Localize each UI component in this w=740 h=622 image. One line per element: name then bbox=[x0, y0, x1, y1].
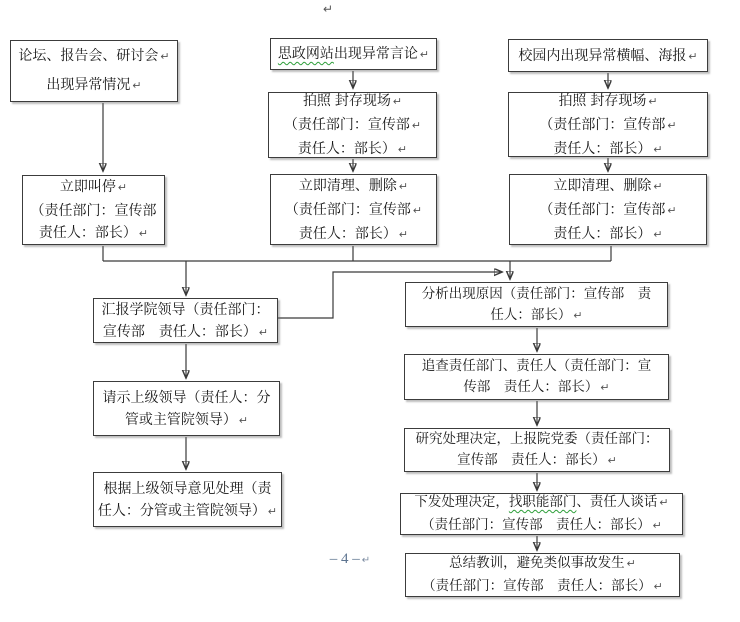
flow-box-campus-abnormal: 校园内出现异常横幅、海报 ↵ bbox=[508, 39, 708, 72]
flow-box-clean-delete-campus: 立即清理、删除 ↵ （责任部门：宣传部 ↵ 责任人：部长） ↵ bbox=[509, 174, 707, 245]
paragraph-mark-icon: ↵ bbox=[626, 558, 636, 570]
page-number: – 4 – bbox=[329, 551, 360, 567]
flow-box-analyze-cause: 分析出现原因（责任部门：宣传部 责 任人：部长） ↵ bbox=[405, 282, 668, 327]
paragraph-mark-icon: ↵ bbox=[667, 119, 677, 132]
paragraph-mark-icon: ↵ bbox=[132, 80, 142, 92]
flow-box-ask-superior-leaders: 请示上级领导（责任人：分 管或主管院领导） ↵ bbox=[93, 381, 280, 436]
paragraph-mark-icon: ↵ bbox=[138, 228, 149, 240]
paragraph-mark-icon: ↵ bbox=[411, 120, 422, 132]
paragraph-mark-icon: ↵ bbox=[267, 505, 278, 518]
paragraph-mark-icon: ↵ bbox=[667, 204, 677, 217]
flow-box-website-abnormal: 思政网站出现异常言论 ↵ bbox=[270, 38, 437, 70]
paragraph-mark-icon: ↵ bbox=[648, 95, 658, 108]
flow-box-handle-per-instructions: 根据上级领导意见处理（责 任人：分管或主管院领导） ↵ bbox=[93, 472, 282, 527]
paragraph-mark-icon: ↵ bbox=[659, 497, 669, 509]
paragraph-mark-icon: ↵ bbox=[653, 228, 663, 241]
paragraph-mark-icon: ↵ bbox=[398, 180, 409, 193]
paragraph-mark-icon: ↵ bbox=[688, 50, 698, 63]
paragraph-mark-icon: ↵ bbox=[653, 143, 663, 156]
paragraph-mark-icon: ↵ bbox=[361, 555, 371, 566]
flow-box-summarize-lessons: 总结教训，避免类似事故发生 ↵ （责任部门：宣传部 责任人：部长） ↵ bbox=[405, 553, 680, 597]
flow-box-issue-decision-talk: 下发处理决定，找职能部门、责任人谈话 ↵ （责任部门：宣传部 责任人：部长） ↵ bbox=[400, 493, 683, 535]
paragraph-mark-icon: ↵ bbox=[419, 49, 430, 61]
flow-box-report-college-leaders: 汇报学院领导（责任部门： 宣传部 责任人：部长） ↵ bbox=[93, 298, 278, 343]
flow-box-photo-seal-campus: 拍照 封存现场 ↵ （责任部门：宣传部 ↵ 责任人：部长） ↵ bbox=[508, 92, 708, 157]
paragraph-mark-icon: ↵ bbox=[392, 96, 403, 108]
paragraph-mark-icon: ↵ bbox=[398, 228, 409, 241]
paragraph-mark-icon: ↵ bbox=[600, 382, 610, 394]
paragraph-mark-icon: ↵ bbox=[258, 326, 269, 339]
paragraph-mark-icon: ↵ bbox=[412, 204, 423, 217]
flow-box-stop-immediately: 立即叫停 ↵ （责任部门：宣传部 责任人：部长） ↵ bbox=[22, 175, 165, 245]
flow-box-clean-delete-web: 立即清理、删除 ↵ （责任部门：宣传部 ↵ 责任人：部长） ↵ bbox=[270, 174, 437, 245]
paragraph-mark-icon: ↵ bbox=[117, 182, 128, 194]
paragraph-mark-icon: ↵ bbox=[323, 2, 334, 16]
page-footer bbox=[300, 551, 400, 568]
paragraph-mark-icon: ↵ bbox=[160, 51, 170, 63]
flow-box-decide-report-committee: 研究处理决定，上报院党委（责任部门： 宣传部 责任人：部长） ↵ bbox=[404, 428, 670, 472]
paragraph-mark-icon: ↵ bbox=[397, 144, 408, 156]
flow-box-trace-responsibility: 追查责任部门、责任人（责任部门：宣 传部 责任人：部长） ↵ bbox=[404, 354, 669, 400]
paragraph-mark-icon: ↵ bbox=[653, 581, 663, 593]
paragraph-mark-icon: ↵ bbox=[653, 180, 663, 193]
flow-box-forum-abnormal: 论坛、报告会、研讨会 ↵ 出现异常情况 ↵ bbox=[10, 40, 178, 102]
paragraph-mark-icon: ↵ bbox=[607, 455, 617, 467]
paragraph-mark-icon: ↵ bbox=[573, 309, 583, 322]
flow-box-photo-seal-web: 拍照 封存现场 ↵ （责任部门：宣传部 ↵ 责任人：部长） ↵ bbox=[268, 92, 437, 158]
paragraph-mark-icon: ↵ bbox=[652, 520, 662, 532]
paragraph-mark-icon: ↵ bbox=[238, 414, 249, 427]
